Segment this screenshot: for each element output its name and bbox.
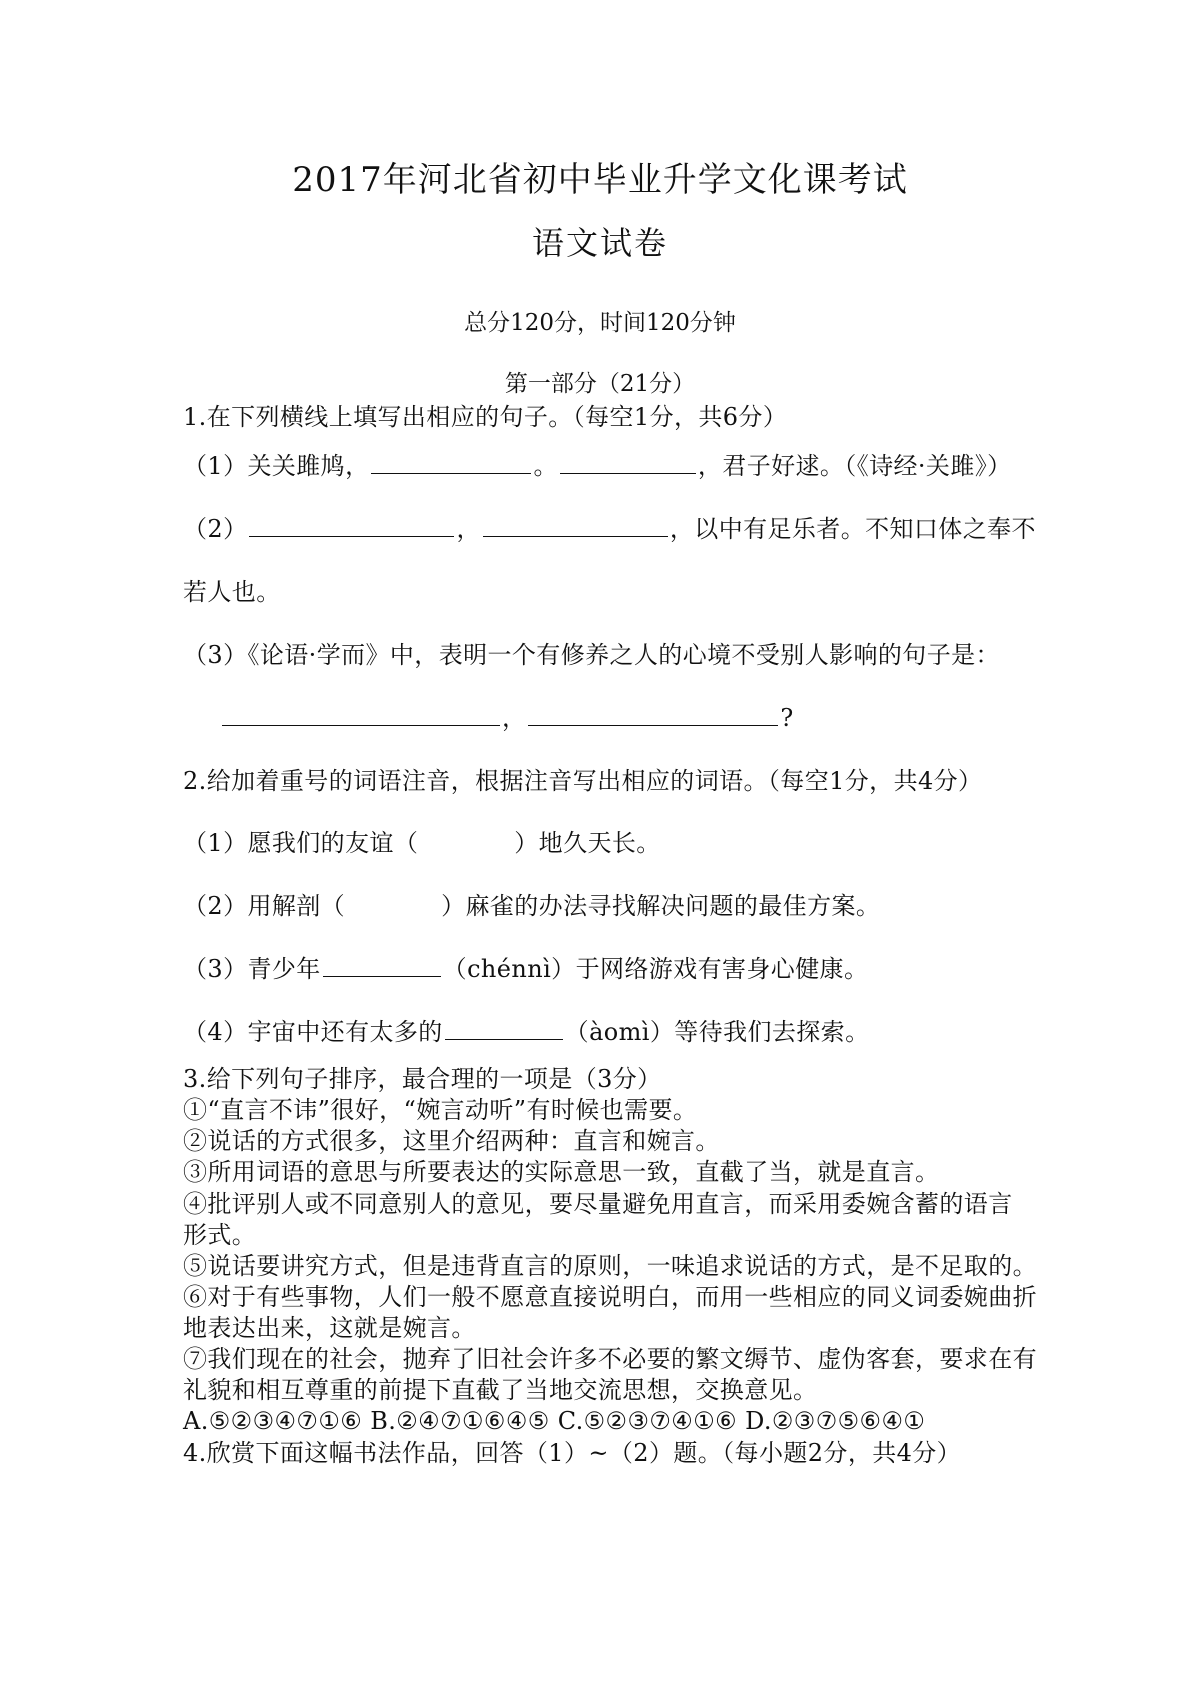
answer-blank[interactable] [483, 514, 668, 537]
q3-sentence: ③所用词语的意思与所要表达的实际意思一致，直截了当，就是直言。 [183, 1158, 940, 1186]
answer-blank[interactable] [445, 1017, 563, 1040]
q1-item-1 [183, 451, 1012, 481]
exam-meta: 总分120分，时间120分钟 [464, 310, 736, 336]
q3-stem: 3.给下列句子排序，最合理的一项是（3分） [183, 1065, 662, 1093]
q1-item-3-answers [220, 703, 794, 733]
q2-stem: 2.给加着重号的词语注音，根据注音写出相应的词语。（每空1分，共4分） [183, 767, 983, 795]
answer-blank[interactable] [249, 514, 454, 537]
q2-item-4 [183, 1017, 869, 1047]
answer-blank[interactable] [528, 703, 778, 726]
answer-blank[interactable] [222, 703, 500, 726]
q1-item-3-text-b: ， [502, 704, 527, 732]
q2-item-1-text-a: （1）愿我们的友谊（ [183, 829, 419, 857]
exam-subtitle: 语文试卷 [531, 224, 668, 262]
q3-sentence: ②说话的方式很多，这里介绍两种：直言和婉言。 [183, 1127, 720, 1155]
q4-stem: 4.欣赏下面这幅书法作品，回答（1）~（2）题。（每小题2分，共4分） [183, 1439, 962, 1467]
section-heading: 第一部分（21分） [504, 371, 696, 397]
q2-item-2 [183, 891, 880, 921]
q1-item-2-text-c: ，以中有足乐者。不知口体之奉不 [669, 515, 1036, 543]
q2-item-4-text-a: （4）宇宙中还有太多的 [183, 1018, 443, 1046]
exam-title: 2017年河北省初中毕业升学文化课考试 [292, 160, 908, 200]
answer-blank[interactable] [560, 451, 696, 474]
q1-item-2-text-b: ， [456, 515, 481, 543]
q2-item-1-text-b: ）地久天长。 [514, 829, 661, 857]
q1-item-2-text-a: （2） [183, 515, 248, 543]
answer-blank[interactable] [323, 954, 441, 977]
q1-item-3-text-c: ? [780, 704, 794, 732]
q2-item-3 [183, 954, 868, 984]
q3-sentence: ⑥对于有些事物，人们一般不愿意直接说明白，而用一些相应的同义词委婉曲折 [183, 1283, 1037, 1311]
q2-item-4-text-b: （àomì）等待我们去探索。 [564, 1018, 870, 1046]
q2-item-3-text-a: （3）青少年 [183, 955, 321, 983]
q3-sentence: 地表达出来，这就是婉言。 [183, 1314, 476, 1342]
q2-item-2-text-a: （2）用解剖（ [183, 892, 346, 920]
q1-item-1-text-c: ，君子好逑。（《诗经·关雎》） [697, 452, 1012, 480]
q3-sentence: 形式。 [183, 1221, 257, 1249]
q3-options: A.⑤②③④⑦①⑥ B.②④⑦①⑥④⑤ C.⑤②③⑦④①⑥ D.②③⑦⑤⑥④① [183, 1407, 926, 1435]
q2-item-1 [183, 828, 661, 858]
q1-item-2 [183, 514, 1036, 544]
q1-item-1-text-b: 。 [533, 452, 558, 480]
q1-stem: 1.在下列横线上填写出相应的句子。（每空1分，共6分） [183, 403, 788, 431]
q3-sentence: ⑤说话要讲究方式，但是违背直言的原则，一味追求说话的方式，是不足取的。 [183, 1252, 1037, 1280]
q2-item-2-text-b: ）麻雀的办法寻找解决问题的最佳方案。 [441, 892, 881, 920]
answer-blank[interactable] [371, 451, 531, 474]
q3-sentence: ⑦我们现在的社会，抛弃了旧社会许多不必要的繁文缛节、虚伪客套，要求在有 [183, 1345, 1037, 1373]
q3-sentence: ①“直言不讳”很好，“婉言动听”有时候也需要。 [183, 1096, 698, 1124]
q2-item-3-text-b: （chénnì）于网络游戏有害身心健康。 [442, 955, 869, 983]
q1-item-1-text-a: （1）关关雎鸠， [183, 452, 370, 480]
q3-sentence: 礼貌和相互尊重的前提下直截了当地交流思想，交换意见。 [183, 1376, 818, 1404]
q1-item-3: （3）《论语·学而》中，表明一个有修养之人的心境不受别人影响的句子是： [183, 641, 1000, 669]
q3-sentence: ④批评别人或不同意别人的意见，要尽量避免用直言，而采用委婉含蓄的语言 [183, 1190, 1013, 1218]
q1-item-2-continuation: 若人也。 [183, 578, 281, 606]
